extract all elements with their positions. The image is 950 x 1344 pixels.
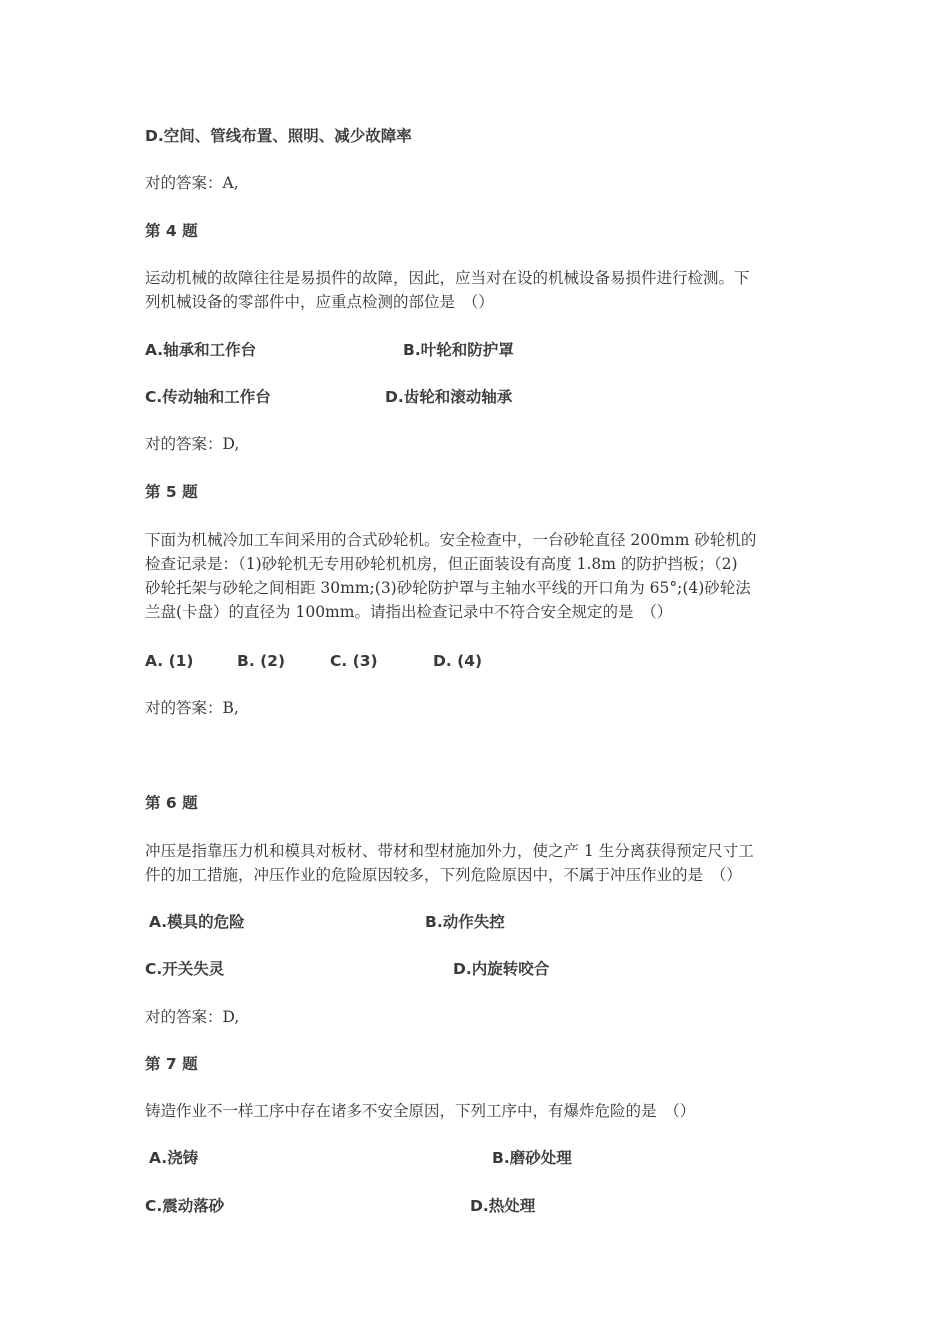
q4-option-c: C.传动轴和工作台 xyxy=(145,388,271,406)
q5-option-a: A. (1) xyxy=(145,652,194,670)
q5-question-line: 兰盘(卡盘）的直径为 100mm。请指出检查记录中不符合安全规定的是 （） xyxy=(145,603,673,621)
q4-answer: 对的答案：D, xyxy=(145,435,240,453)
q4-option-d: D.齿轮和滚动轴承 xyxy=(385,388,513,406)
q4-option-a: A.轴承和工作台 xyxy=(145,341,257,359)
q7-option-b: B.磨砂处理 xyxy=(492,1149,572,1167)
q5-answer: 对的答案：B, xyxy=(145,699,239,717)
q5-question-line: 检查记录是：（1)砂轮机无专用砂轮机机房，但正面装设有高度 1.8m 的防护挡板；（2) xyxy=(145,555,738,573)
q4-title: 第 4 题 xyxy=(145,222,198,240)
q7-option-d: D.热处理 xyxy=(470,1197,536,1215)
q6-title: 第 6 题 xyxy=(145,794,198,812)
q6-question-line: 冲压是指靠压力机和模具对板材、带材和型材施加外力，使之产 1 生分离获得预定尺寸工 xyxy=(145,842,754,860)
q5-option-b: B. (2) xyxy=(237,652,286,670)
q4-question-line: 列机械设备的零部件中，应重点检测的部位是 （） xyxy=(145,293,494,311)
q5-question-line: 下面为机械冷加工车间采用的合式砂轮机。安全检查中，一台砂轮直径 200mm 砂轮机的 xyxy=(145,531,757,549)
q7-option-a: A.浇铸 xyxy=(149,1149,199,1167)
q6-option-d: D.内旋转咬合 xyxy=(453,960,550,978)
q6-option-b: B.动作失控 xyxy=(425,913,505,931)
q5-question-line: 砂轮托架与砂轮之间相距 30mm;(3)砂轮防护罩与主轴水平线的开口角为 65°;(4)砂轮法 xyxy=(145,579,751,597)
q7-option-c: C.震动落砂 xyxy=(145,1197,225,1215)
q5-option-c: C. (3) xyxy=(330,652,378,670)
q3-answer: 对的答案：A, xyxy=(145,174,239,192)
q6-answer: 对的答案：D, xyxy=(145,1008,240,1026)
q6-option-a: A.模具的危险 xyxy=(149,913,245,931)
q5-option-d: D. (4) xyxy=(433,652,483,670)
q4-option-b: B.叶轮和防护罩 xyxy=(403,341,514,359)
q4-question-line: 运动机械的故障往往是易损件的故障，因此，应当对在设的机械设备易损件进行检测。下 xyxy=(145,269,750,287)
q5-title: 第 5 题 xyxy=(145,483,198,501)
q3-option-d: D.空间、管线布置、照明、减少故障率 xyxy=(145,127,412,145)
q7-title: 第 7 题 xyxy=(145,1055,198,1073)
q6-question-line: 件的加工措施，冲压作业的危险原因较多，下列危险原因中，不属于冲压作业的是 （） xyxy=(145,866,742,884)
q7-question-line: 铸造作业不一样工序中存在诸多不安全原因，下列工序中，有爆炸危险的是 （） xyxy=(145,1102,696,1120)
q6-option-c: C.开关失灵 xyxy=(145,960,225,978)
